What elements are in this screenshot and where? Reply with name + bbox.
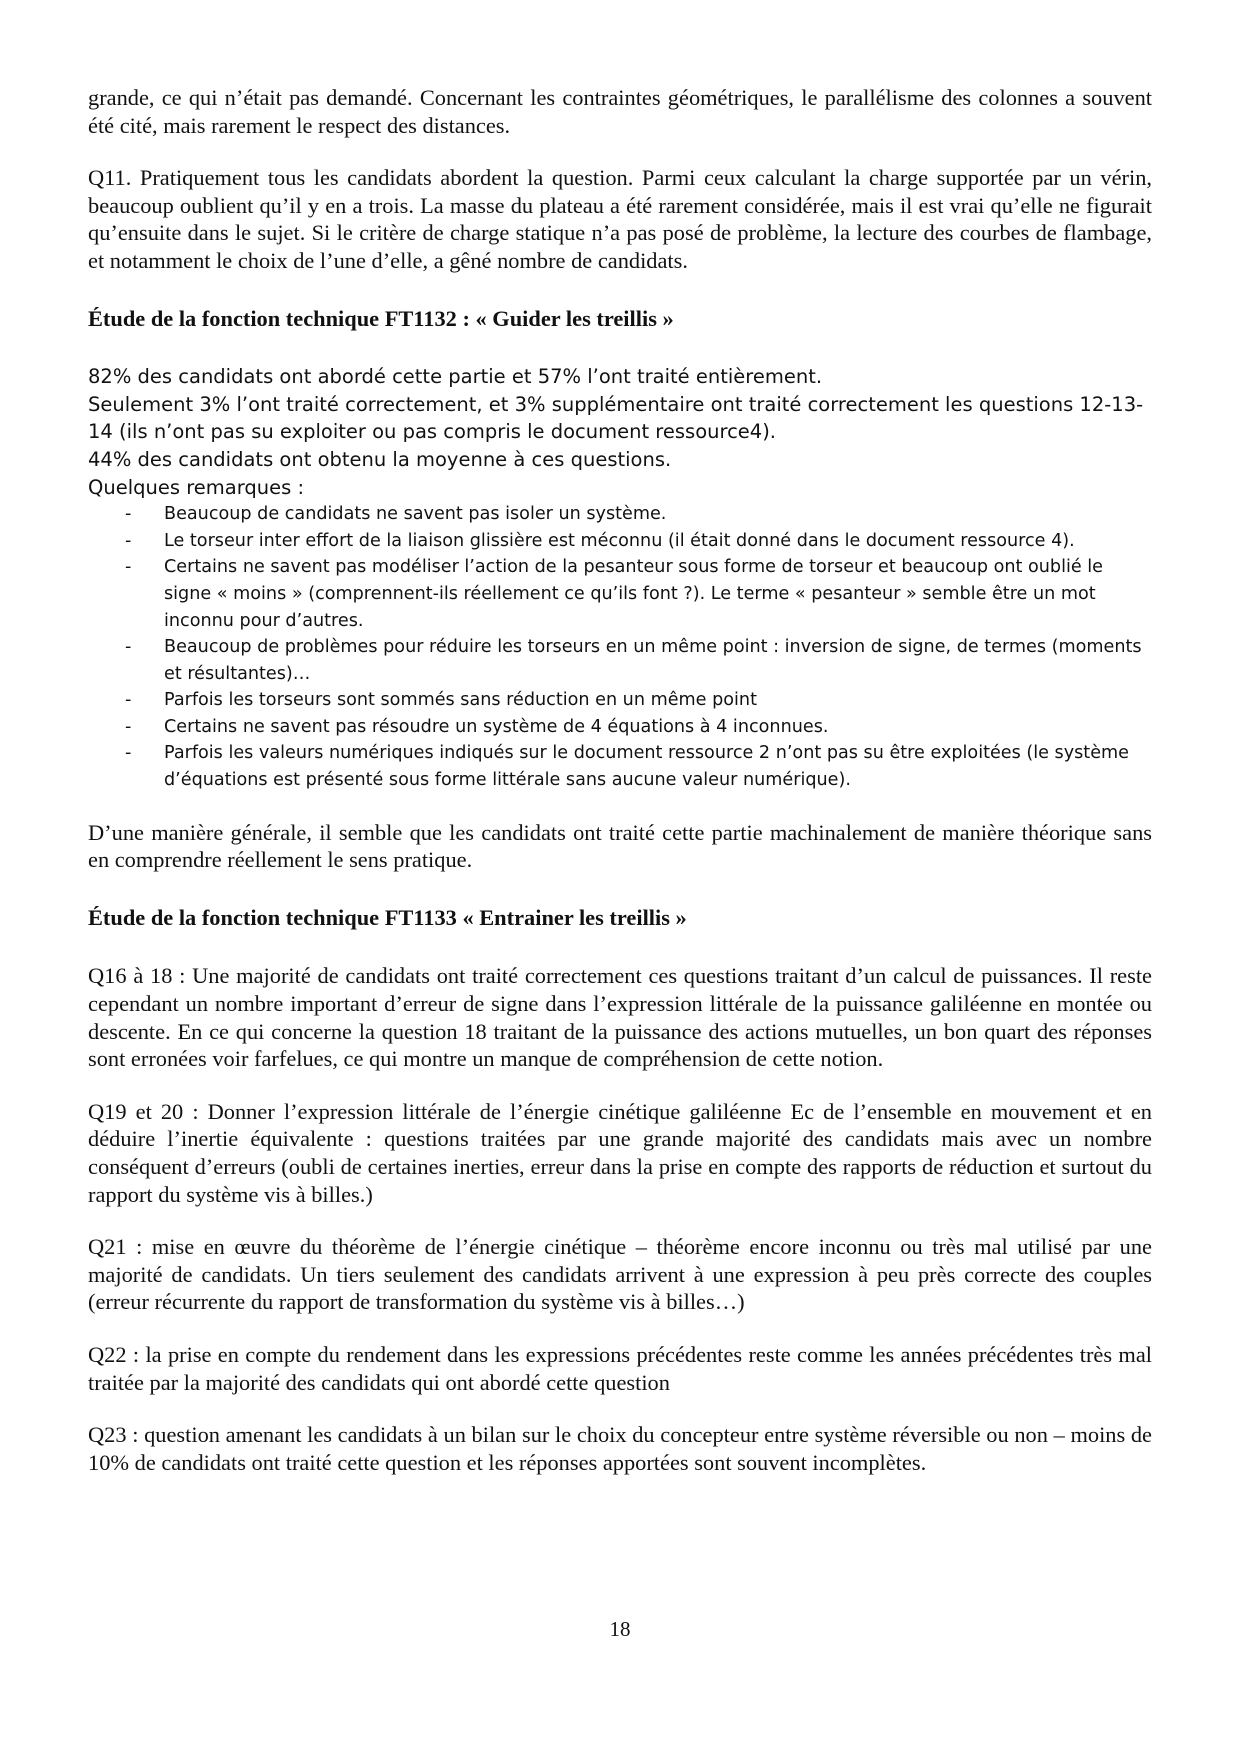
bullet-dash: - (125, 690, 132, 711)
bullet-dash: - (125, 637, 132, 658)
bullet-dash: - (125, 716, 132, 737)
paragraph-q16-18: Q16 à 18 : Une majorité de candidats ont traité correctement ces questions traitant d’un calcul de puissances. Il reste cependant un nombre important d’erreur de signe dans l’expression littérale de la puissance galiléenne en montée ou descente. En ce qui concerne la question 18 traitant de la puissance des actions mutuelles, un bon quart des réponses sont erronées voir farfelues, ce qui montre un manque de compréhension de cette notion. (88, 963, 1152, 1072)
stat-line: Seulement 3% l’ont traité correctement, et 3% supplémentaire ont traité correctement les questions 12-13-14 (ils n’ont pas su exploiter ou pas compris le document ressource4). (88, 392, 1144, 444)
paragraph-q21: Q21 : mise en œuvre du théorème de l’énergie cinétique – théorème encore inconnu ou très mal utilisé par une majorité de candidats. Un tiers seulement des candidats arrivent à une expression à peu près correcte des couples (erreur récurrente du rapport de transformation du système vis à billes…) (88, 1234, 1152, 1315)
section-heading-ft1133: Étude de la fonction technique FT1133 « Entrainer les treillis » (88, 904, 687, 930)
bullet-dash: - (125, 530, 132, 551)
remarks-intro: Quelques remarques : (88, 475, 305, 499)
paragraph-q19-20: Q19 et 20 : Donner l’expression littérale de l’énergie cinétique galiléenne Ec de l’ensemble en mouvement et en déduire l’inertie équivalente : questions traitées par une grande majorité des candidats mais avec un nombre conséquent d’erreurs (oubli de certaines inerties, erreur dans la prise en compte des rapports de réduction et surtout du rapport du système vis à billes.) (88, 1098, 1152, 1207)
list-item: - Certains ne savent pas modéliser l’action de la pesanteur sous forme de torseur et beaucoup ont oublié le signe « moins » (comprennent-ils réellement ce qu’ils font ?). Le terme « pesanteur » semble être un mot inconnu pour d’autres. (164, 554, 1152, 634)
page-number: 18 (609, 1617, 631, 1641)
bullet-dash: - (125, 743, 132, 764)
bullet-dash: - (125, 504, 132, 525)
paragraph-q11: Q11. Pratiquement tous les candidats abordent la question. Parmi ceux calculant la charge supportée par un vérin, beaucoup oublient qu’il y en a trois. La masse du plateau a été rarement considérée, mais il est vrai qu’elle ne figurait qu’ensuite dans le sujet. Si le critère de charge statique n’a pas posé de problème, la lecture des courbes de flambage, et notamment le choix de l’une d’elle, a gêné nombre de candidats. (88, 165, 1152, 273)
bullet-dash: - (125, 557, 132, 578)
list-item: - Parfois les valeurs numériques indiqués sur le document ressource 2 n’ont pas su être exploitées (le système d’équations est présenté sous forme littérale sans aucune valeur numérique). (164, 740, 1152, 793)
paragraph-q23: Q23 : question amenant les candidats à un bilan sur le choix du concepteur entre système réversible ou non – moins de 10% de candidats ont traité cette question et les réponses apportées sont souvent incomplètes. (88, 1422, 1152, 1475)
list-item: - Le torseur inter effort de la liaison glissière est méconnu (il était donné dans le document ressource 4). (164, 528, 1152, 555)
document-page (88, 84, 1152, 1476)
section-heading-ft1132: Étude de la fonction technique FT1132 : « Guider les treillis » (88, 305, 674, 331)
paragraph-conclusion: D’une manière générale, il semble que les candidats ont traité cette partie machinalement de manière théorique sans en comprendre réellement le sens pratique. (88, 819, 1152, 873)
list-item: - Beaucoup de candidats ne savent pas isoler un système. (164, 501, 1152, 528)
stat-line: 82% des candidats ont abordé cette partie et 57% l’ont traité entièrement. (88, 365, 823, 389)
list-item: - Beaucoup de problèmes pour réduire les torseurs en un même point : inversion de signe, de termes (moments et résultantes)… (164, 634, 1152, 687)
list-item: - Certains ne savent pas résoudre un système de 4 équations à 4 inconnues. (164, 714, 1152, 741)
remarks-list (88, 501, 1152, 794)
list-item: - Parfois les torseurs sont sommés sans réduction en un même point (164, 687, 1152, 714)
paragraph-continuation: grande, ce qui n’était pas demandé. Concernant les contraintes géométriques, le parallélisme des colonnes a souvent été cité, mais rarement le respect des distances. (88, 85, 1152, 138)
paragraph-q22: Q22 : la prise en compte du rendement dans les expressions précédentes reste comme les années précédentes très mal traitée par la majorité des candidats qui ont abordé cette question (88, 1341, 1152, 1395)
stat-line: 44% des candidats ont obtenu la moyenne à ces questions. (88, 447, 672, 471)
